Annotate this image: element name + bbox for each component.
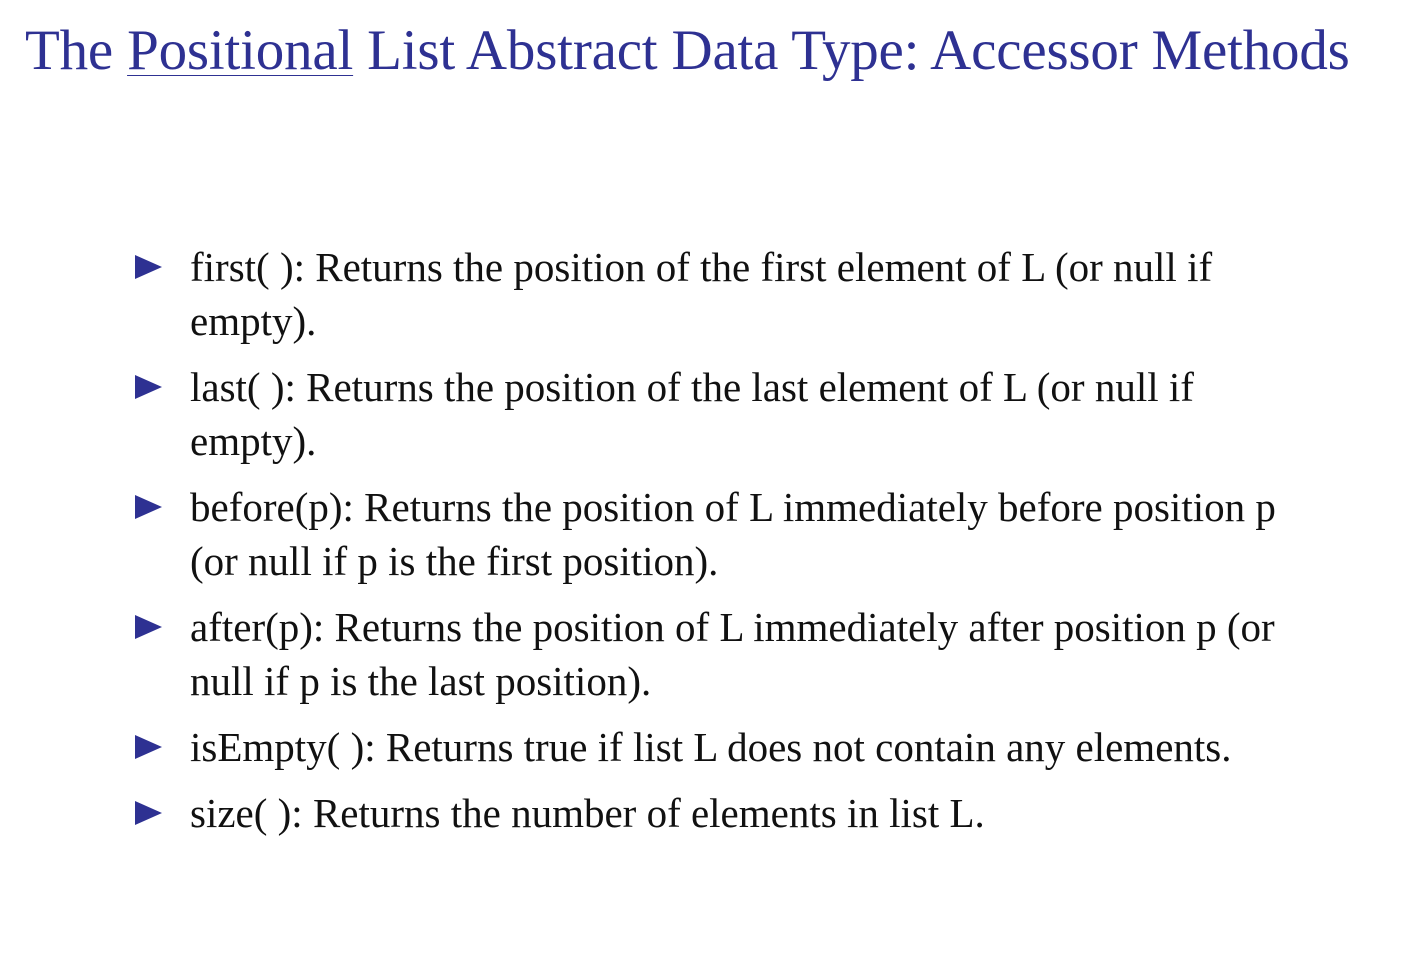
slide-title bbox=[25, 18, 1350, 84]
bullet-text: isEmpty( ): Returns true if list L does not contain any elements. bbox=[190, 724, 1232, 770]
title-underlined-word: Positional bbox=[127, 19, 354, 82]
triangle-right-icon bbox=[135, 801, 162, 825]
title-prefix: The bbox=[25, 19, 128, 82]
bullet-text: last( ): Returns the position of the last element of L (or null if empty). bbox=[190, 364, 1194, 464]
bullet-text: first( ): Returns the position of the first element of L (or null if empty). bbox=[190, 244, 1213, 344]
bullet-text: before(p): Returns the position of L immediately before position p (or null if p is the first position). bbox=[190, 484, 1276, 584]
triangle-right-icon bbox=[135, 615, 162, 639]
title-suffix: List Abstract Data Type: Accessor Methods bbox=[353, 19, 1350, 82]
triangle-right-icon bbox=[135, 255, 162, 279]
triangle-right-icon bbox=[135, 375, 162, 399]
triangle-right-icon bbox=[135, 495, 162, 519]
bullet-text: after(p): Returns the position of L immediately after position p (or null if p is the last position). bbox=[190, 604, 1275, 704]
triangle-right-icon bbox=[135, 735, 162, 759]
bullet-text: size( ): Returns the number of elements in list L. bbox=[190, 790, 985, 836]
